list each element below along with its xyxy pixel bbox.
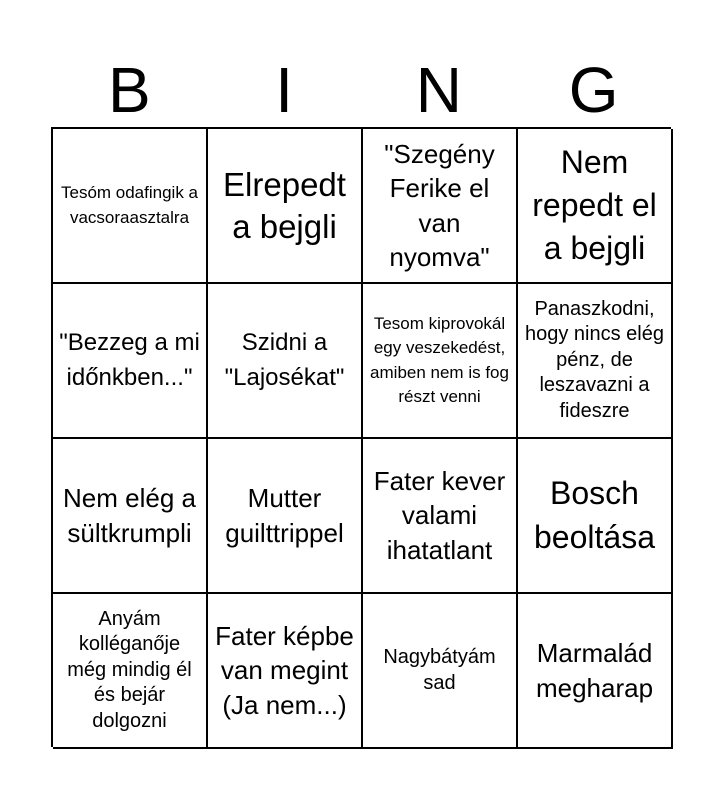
bingo-cell-r4c3[interactable] bbox=[363, 594, 518, 749]
bingo-cell-text: Nagybátyám sad bbox=[383, 645, 496, 694]
bingo-cell-r3c2[interactable] bbox=[208, 439, 363, 594]
bingo-cell-text: Tesóm odafingik a vacsoraasztalra bbox=[60, 183, 199, 227]
bingo-cell-r3c4[interactable] bbox=[518, 439, 673, 594]
bingo-cell-text: Marmalád megharap bbox=[535, 638, 654, 703]
header-letter-i: I bbox=[275, 54, 294, 126]
bingo-cell-text: Elrepedt a bejgli bbox=[223, 165, 346, 245]
bingo-cell-r4c1[interactable] bbox=[53, 594, 208, 749]
bingo-header bbox=[52, 52, 671, 128]
bingo-cell-r2c3[interactable] bbox=[363, 284, 518, 439]
header-letter-b: B bbox=[108, 54, 151, 126]
bingo-cell-text: Szidni a "Lajosékat" bbox=[224, 329, 345, 391]
bingo-cell-text: Fater képbe van megint (Ja nem...) bbox=[215, 621, 354, 720]
bingo-cell-r1c4[interactable] bbox=[518, 129, 673, 284]
bingo-cell-r3c1[interactable] bbox=[53, 439, 208, 594]
bingo-cell-text: Nem elég a sültkrumpli bbox=[63, 483, 196, 548]
bingo-cell-text: "Bezzeg a mi időnkben..." bbox=[59, 329, 200, 391]
bingo-cell-text: Mutter guilttrippel bbox=[225, 483, 344, 548]
bingo-cell-r2c4[interactable] bbox=[518, 284, 673, 439]
bingo-cell-text: Bosch beoltása bbox=[534, 475, 655, 555]
bingo-cell-text: Fater kever valami ihatatlant bbox=[373, 466, 506, 565]
header-letter-n: N bbox=[415, 54, 462, 126]
bingo-cell-text: Tesom kiprovokál egy veszekedést, amiben nem is fog részt venni bbox=[370, 314, 509, 406]
bingo-cell-r2c2[interactable] bbox=[208, 284, 363, 439]
bingo-cell-r1c1[interactable] bbox=[53, 129, 208, 284]
bingo-cell-text: "Szegény Ferike el van nyomva" bbox=[384, 138, 495, 272]
bingo-cell-text: Anyám kolléganője még mindig él és bejár dolgozni bbox=[67, 607, 192, 732]
bingo-cell-r1c2[interactable] bbox=[208, 129, 363, 284]
bingo-cell-r1c3[interactable] bbox=[363, 129, 518, 284]
bingo-cell-text: Panaszkodni, hogy nincs elég pénz, de leszavazni a fideszre bbox=[525, 297, 664, 422]
bingo-cell-r4c2[interactable] bbox=[208, 594, 363, 749]
bingo-cell-r2c1[interactable] bbox=[53, 284, 208, 439]
bingo-board bbox=[51, 127, 671, 747]
header-letter-g: G bbox=[568, 54, 619, 126]
bingo-cell-r3c3[interactable] bbox=[363, 439, 518, 594]
bingo-cell-r4c4[interactable] bbox=[518, 594, 673, 749]
bingo-cell-text: Nem repedt el a bejgli bbox=[532, 143, 657, 267]
